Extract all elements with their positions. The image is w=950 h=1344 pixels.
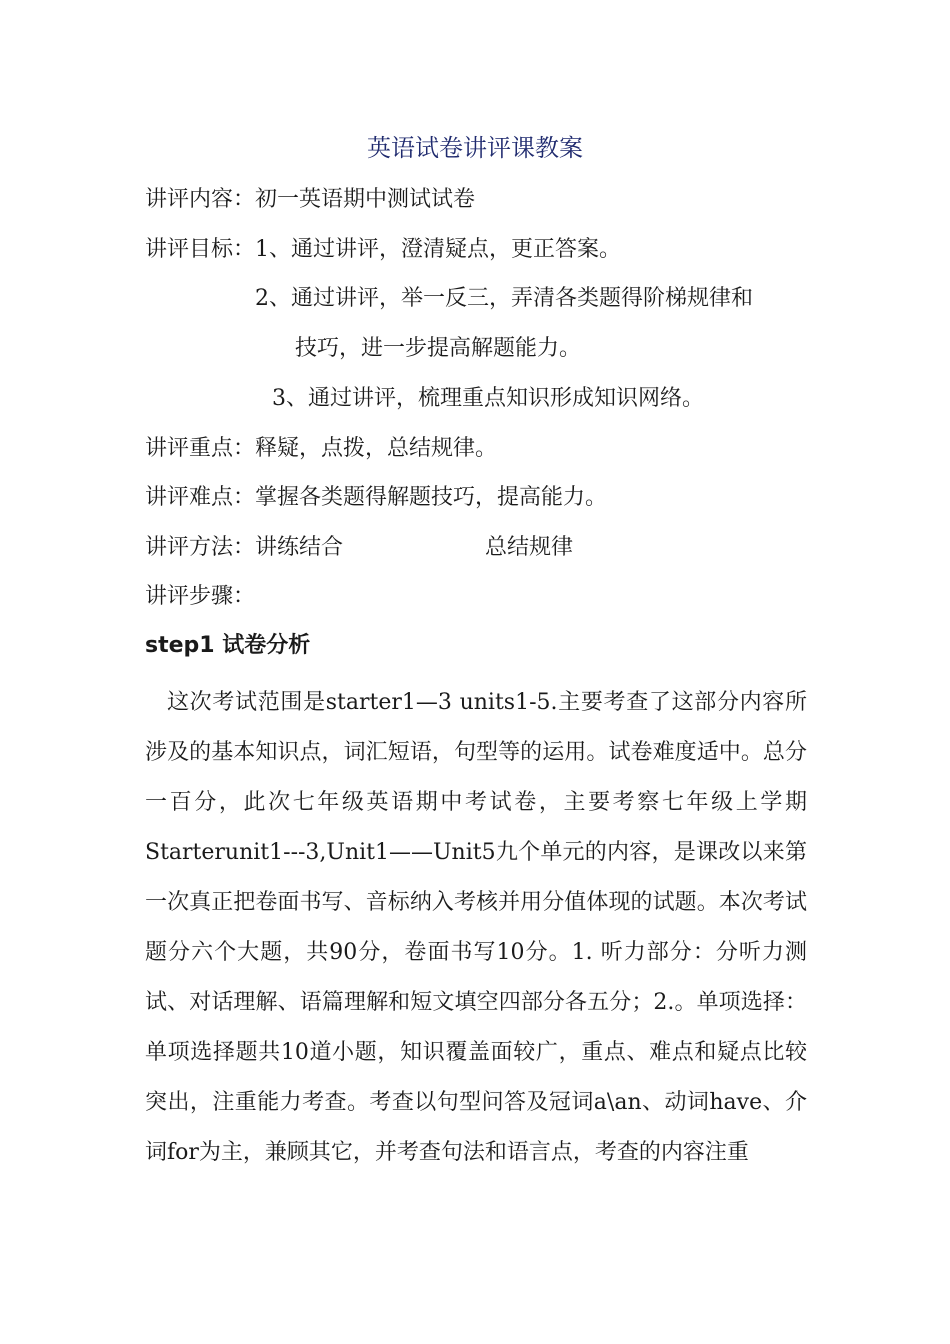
step1-paragraph: 这次考试范围是starter1—3 units1-5.主要考查了这部分内容所涉及的基本知识点，词汇短语，句型等的运用。试卷难度适中。总分一百分，此次七年级英语期中考试卷，主要考察七年级上学期Starterunit1---3,Unit1——Unit5九个单元的内容，是课改以来第一次真正把卷面书写、音标纳入考核并用分值体现的试题。本次考试题分六个大题，共90分，卷面书写10分。1. 听力部分：分听力测试、对话理解、语篇理解和短文填空四部分各五分；2.。单项选择：单项选择题共10道小题，知识覆盖面较广，重点、难点和疑点比较突出，注重能力考查。考查以句型问答及冠词a\an、动词have、介词for为主，兼顾其它，并考查句法和语言点，考查的内容注重 bbox=[145, 690, 807, 1165]
review-goal-3: 3、通过讲评，梳理重点知识形成知识网络。 bbox=[272, 386, 704, 411]
review-goal-2: 2、通过讲评，举一反三，弄清各类题得阶梯规律和 bbox=[255, 286, 753, 311]
review-goal-1: 讲评目标：1、通过讲评，澄清疑点，更正答案。 bbox=[145, 237, 621, 262]
review-steps-label: 讲评步骤： bbox=[145, 584, 256, 609]
document-title: 英语试卷讲评课教案 bbox=[367, 134, 583, 162]
review-content-line: 讲评内容：初一英语期中测试试卷 bbox=[145, 187, 476, 212]
review-key-points: 讲评重点：释疑，点拨，总结规律。 bbox=[145, 436, 498, 461]
review-method-line bbox=[145, 530, 343, 566]
review-difficulties: 讲评难点：掌握各类题得解题技巧，提高能力。 bbox=[145, 485, 608, 510]
review-method-b: 总结规律 bbox=[485, 535, 574, 560]
review-method-a: 讲评方法：讲练结合 bbox=[145, 535, 344, 560]
step1-heading: step1 试卷分析 bbox=[145, 633, 311, 658]
review-goal-2-continued: 技巧，进一步提高解题能力。 bbox=[295, 336, 582, 361]
